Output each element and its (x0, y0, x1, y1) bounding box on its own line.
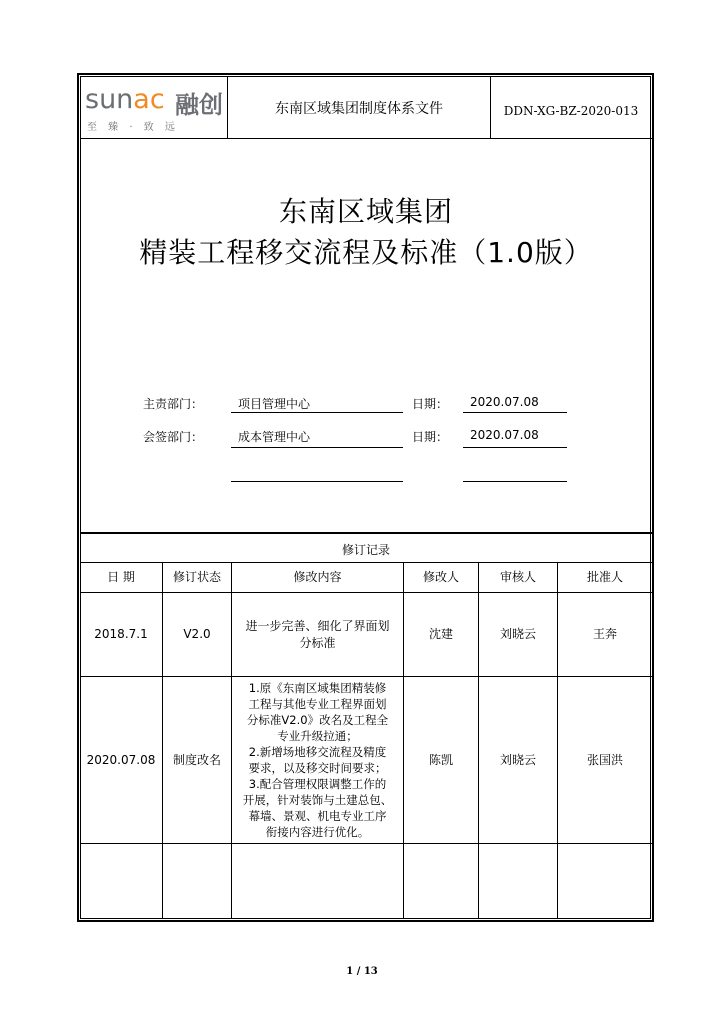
row2-editor: 陈凯 (428, 752, 453, 767)
logo-wordmark: sunac (85, 84, 165, 115)
cosign-dept-label: 会签部门： (143, 430, 204, 444)
revision-caption: 修订记录 (341, 542, 390, 557)
blank-underline-2 (463, 481, 567, 482)
row1-content-line: 分标准 (299, 635, 336, 650)
row1-content (232, 593, 403, 676)
document-title-line-1: 东南区域集团 (278, 195, 453, 228)
logo-tagline: 至 臻 · 致 远 (87, 122, 179, 133)
company-logo (85, 82, 223, 134)
row2-content-line: 3.配合管理权限调整工作的 (248, 777, 387, 791)
row2-date: 2020.07.08 (86, 752, 156, 767)
row2-content-line: 幕墙、景观、机电专业工序 (248, 809, 387, 823)
row2-content-line: 工程与其他专业工程界面划 (248, 697, 387, 711)
rev-top-line (80, 532, 652, 534)
col-header-date: 日 期 (107, 570, 135, 584)
header-title: 东南区域集团制度体系文件 (275, 101, 443, 117)
row3-date (80, 844, 162, 919)
row2-approver: 张国洪 (586, 752, 623, 767)
owner-dept-value: 项目管理中心 (238, 397, 311, 411)
document-title-line-2: 精装工程移交流程及标准（1.0版） (139, 236, 593, 269)
row3-editor (404, 844, 478, 919)
cosign-dept-value: 成本管理中心 (238, 430, 311, 444)
owner-dept-underline (231, 412, 403, 413)
row2-content-line: 2.新增场地移交流程及精度 (248, 745, 387, 759)
row2-content (232, 677, 403, 843)
page-number: 1 / 13 (346, 966, 378, 977)
row2-content-line: 衔接内容进行优化。 (265, 825, 370, 839)
col-header-approver: 批准人 (586, 570, 623, 584)
row1-editor: 沈建 (428, 627, 453, 641)
date-value-1: 2020.07.08 (470, 395, 539, 409)
row1-content-line: 进一步完善、细化了界面划 (245, 618, 390, 633)
date-underline-1 (463, 412, 567, 413)
logo-chinese: 融创 (175, 91, 223, 119)
row2-content-line: 分标准V2.0》改名及工程全 (246, 713, 389, 727)
row2-content-line: 专业升级拉通； (277, 729, 358, 743)
blank-underline-1 (231, 481, 403, 482)
owner-dept-label: 主责部门： (143, 397, 204, 411)
header-bottom-line (80, 138, 652, 139)
cosign-dept-underline (231, 447, 403, 448)
row1-status: V2.0 (183, 627, 211, 641)
row2-content-line: 1.原《东南区域集团精装修 (248, 681, 387, 695)
col-header-reviewer: 审核人 (499, 570, 536, 584)
row2-status: 制度改名 (172, 752, 221, 767)
col-header-content: 修改内容 (293, 570, 342, 584)
row2-content-line: 要求，以及移交时间要求； (248, 761, 387, 775)
row1-reviewer: 刘晓云 (499, 627, 536, 641)
date-value-2: 2020.07.08 (470, 428, 539, 442)
row1-date: 2018.7.1 (94, 627, 148, 641)
date-label-1: 日期： (412, 397, 449, 411)
col-header-editor: 修改人 (422, 570, 459, 584)
date-underline-2 (463, 447, 567, 448)
col-header-status: 修订状态 (172, 570, 221, 584)
date-label-2: 日期： (412, 430, 449, 444)
row2-content-line: 开展，针对装饰与土建总包、 (242, 793, 393, 807)
row3-reviewer (479, 844, 557, 919)
row2-reviewer: 刘晓云 (499, 752, 536, 767)
row1-approver: 王奔 (592, 627, 617, 641)
document-code: DDN-XG-BZ-2020-013 (503, 104, 639, 118)
row3-status (163, 844, 231, 919)
row3-approver (558, 844, 652, 919)
